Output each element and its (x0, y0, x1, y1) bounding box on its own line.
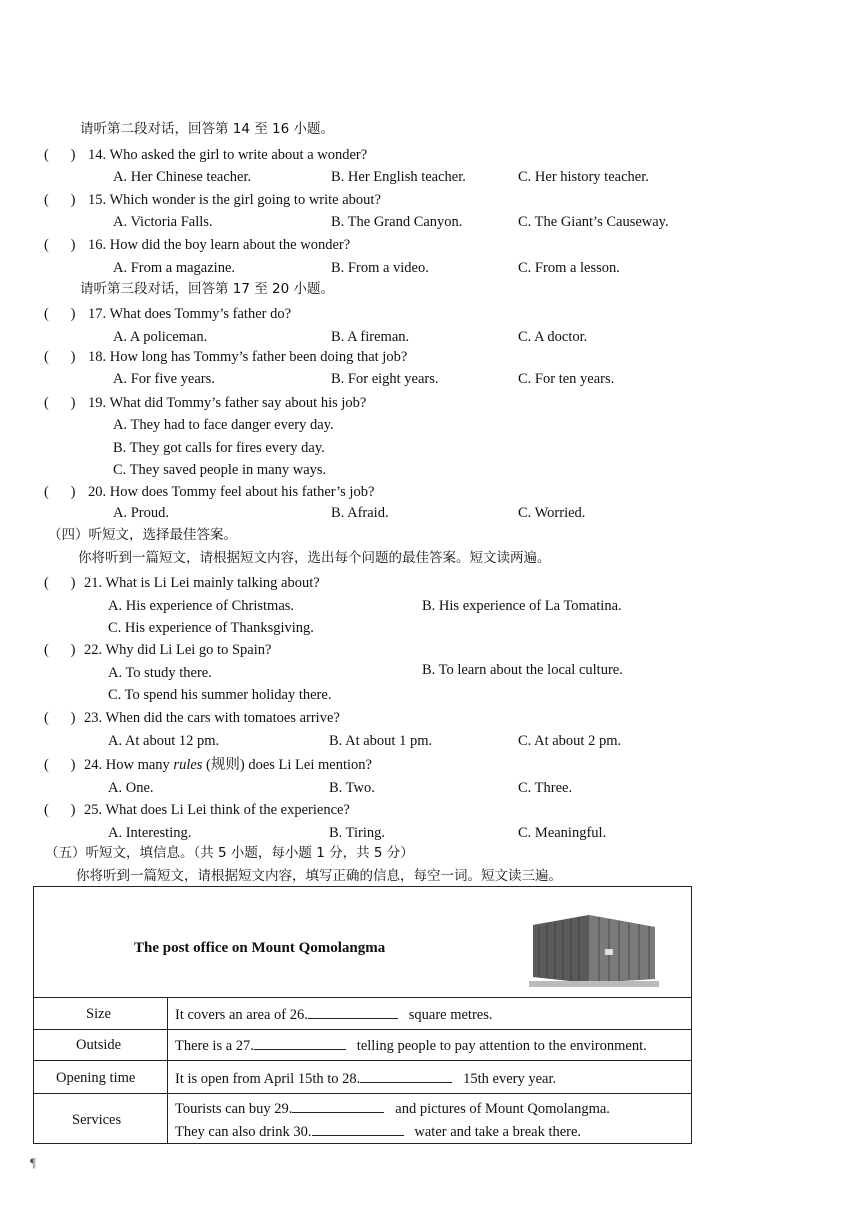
question-18-stem: 18. How long has Tommy’s father been doing that job? (88, 349, 408, 365)
q22-option-c: C. To spend his summer holiday there. (108, 687, 332, 703)
q23-option-a: A. At about 12 pm. (108, 733, 220, 749)
row-label-opening-time: Opening time (56, 1070, 136, 1086)
q22-option-a: A. To study there. (108, 665, 212, 681)
q24-option-c: C. Three. (518, 780, 573, 796)
q20-option-a: A. Proud. (113, 505, 169, 521)
answer-blank-15[interactable]: ( ) (44, 192, 76, 208)
blank-26[interactable] (308, 1006, 398, 1019)
part4-instruction: 你将听到一篇短文，请根据短文内容，选出每个问题的最佳答案。短文读两遍。 (78, 550, 551, 566)
q19-option-b: B. They got calls for fires every day. (113, 440, 325, 456)
q16-option-b: B. From a video. (331, 260, 429, 276)
size-text-before: It covers an area of 26. (175, 1007, 308, 1023)
answer-blank-21[interactable]: ( ) (44, 575, 76, 591)
blank-29[interactable] (292, 1100, 384, 1113)
question-22-stem: 22. Why did Li Lei go to Spain? (84, 642, 272, 658)
answer-blank-22[interactable]: ( ) (44, 642, 76, 658)
post-office-photo (529, 907, 659, 987)
row-size-content (175, 1006, 492, 1024)
answer-blank-24[interactable]: ( ) (44, 757, 76, 773)
question-20-stem: 20. How does Tommy feel about his father’s job? (88, 484, 375, 500)
answer-blank-25[interactable]: ( ) (44, 802, 76, 818)
q18-option-c: C. For ten years. (518, 371, 615, 387)
size-text-after: square metres. (408, 1007, 493, 1023)
question-24-stem (84, 758, 372, 773)
q21-option-c: C. His experience of Thanksgiving. (108, 620, 314, 636)
answer-blank-16[interactable]: ( ) (44, 237, 76, 253)
q24-stem-end: (规则) does Li Lei mention? (202, 757, 372, 773)
q17-option-c: C. A doctor. (518, 329, 588, 345)
q24-option-b: B. Two. (329, 780, 375, 796)
q16-option-c: C. From a lesson. (518, 260, 620, 276)
q15-option-a: A. Victoria Falls. (113, 214, 213, 230)
q16-option-a: A. From a magazine. (113, 260, 236, 276)
blank-30[interactable] (312, 1123, 404, 1136)
opening-text-after: 15th every year. (463, 1071, 557, 1087)
question-14-stem: 14. Who asked the girl to write about a wonder? (88, 147, 368, 163)
q14-option-a: A. Her Chinese teacher. (113, 169, 252, 185)
part5-instruction: 你将听到一篇短文，请根据短文内容，填写正确的信息，每空一词。短文读三遍。 (76, 868, 562, 884)
answer-blank-23[interactable]: ( ) (44, 710, 76, 726)
q23-option-b: B. At about 1 pm. (329, 733, 433, 749)
answer-blank-18[interactable]: ( ) (44, 349, 76, 365)
outside-text-after: telling people to pay attention to the environment. (356, 1038, 647, 1054)
q18-option-b: B. For eight years. (331, 371, 439, 387)
section2-instruction: 请听第二段对话，回答第 14 至 16 小题。 (80, 121, 335, 137)
q21-option-a: A. His experience of Christmas. (108, 598, 295, 614)
q17-option-a: A. A policeman. (113, 329, 208, 345)
q24-option-a: A. One. (108, 780, 154, 796)
services-text-after: and pictures of Mount Qomolangma. (395, 1101, 610, 1117)
q25-option-c: C. Meaningful. (518, 825, 607, 841)
q19-option-c: C. They saved people in many ways. (113, 462, 327, 478)
q25-option-a: A. Interesting. (108, 825, 192, 841)
row-opening-content (175, 1070, 556, 1088)
blank-28[interactable] (360, 1070, 452, 1083)
row-services-line1 (175, 1100, 610, 1118)
table-title: The post office on Mount Qomolangma (134, 940, 386, 956)
question-23-stem: 23. When did the cars with tomatoes arrive? (84, 710, 340, 726)
q15-option-c: C. The Giant’s Causeway. (518, 214, 669, 230)
row-label-outside: Outside (76, 1037, 122, 1053)
question-19-stem: 19. What did Tommy’s father say about his job? (88, 395, 367, 411)
q14-option-c: C. Her history teacher. (518, 169, 649, 185)
corner-mark: ¶ (30, 1155, 36, 1170)
info-table (33, 886, 692, 1144)
outside-text-before: There is a 27. (175, 1038, 254, 1054)
services2-text-before: They can also drink 30. (175, 1124, 312, 1140)
question-16-stem: 16. How did the boy learn about the wonder? (88, 237, 351, 253)
question-15-stem: 15. Which wonder is the girl going to write about? (88, 192, 381, 208)
q22-option-b: B. To learn about the local culture. (422, 662, 623, 678)
q25-option-b: B. Tiring. (329, 825, 386, 841)
question-25-stem: 25. What does Li Lei think of the experience? (84, 802, 350, 818)
answer-blank-19[interactable]: ( ) (44, 395, 76, 411)
q15-option-b: B. The Grand Canyon. (331, 214, 463, 230)
q21-option-b: B. His experience of La Tomatina. (422, 598, 622, 614)
services2-text-after: water and take a break there. (414, 1124, 582, 1140)
q14-option-b: B. Her English teacher. (331, 169, 466, 185)
row-outside-content (175, 1037, 647, 1055)
q17-option-b: B. A fireman. (331, 329, 410, 345)
q18-option-a: A. For five years. (113, 371, 215, 387)
opening-text-before: It is open from April 15th to 28. (175, 1071, 361, 1087)
section3-instruction: 请听第三段对话，回答第 17 至 20 小题。 (80, 281, 335, 297)
q24-stem-italic: rules (173, 757, 203, 773)
row-label-size: Size (86, 1006, 111, 1022)
answer-blank-20[interactable]: ( ) (44, 484, 76, 500)
question-21-stem: 21. What is Li Lei mainly talking about? (84, 575, 320, 591)
part5-heading: （五）听短文，填信息。（共 5 小题，每小题 1 分，共 5 分） (45, 845, 414, 861)
question-17-stem: 17. What does Tommy’s father do? (88, 306, 292, 322)
q20-option-c: C. Worried. (518, 505, 586, 521)
q19-option-a: A. They had to face danger every day. (113, 417, 334, 433)
answer-blank-14[interactable]: ( ) (44, 147, 76, 163)
row-services-line2 (175, 1123, 581, 1141)
part4-heading: （四）听短文，选择最佳答案。 (48, 527, 237, 543)
q20-option-b: B. Afraid. (331, 505, 389, 521)
blank-27[interactable] (254, 1037, 346, 1050)
q24-stem-start: 24. How many (84, 757, 174, 773)
q23-option-c: C. At about 2 pm. (518, 733, 622, 749)
services-text-before: Tourists can buy 29. (175, 1101, 293, 1117)
answer-blank-17[interactable]: ( ) (44, 306, 76, 322)
row-label-services: Services (72, 1112, 122, 1128)
